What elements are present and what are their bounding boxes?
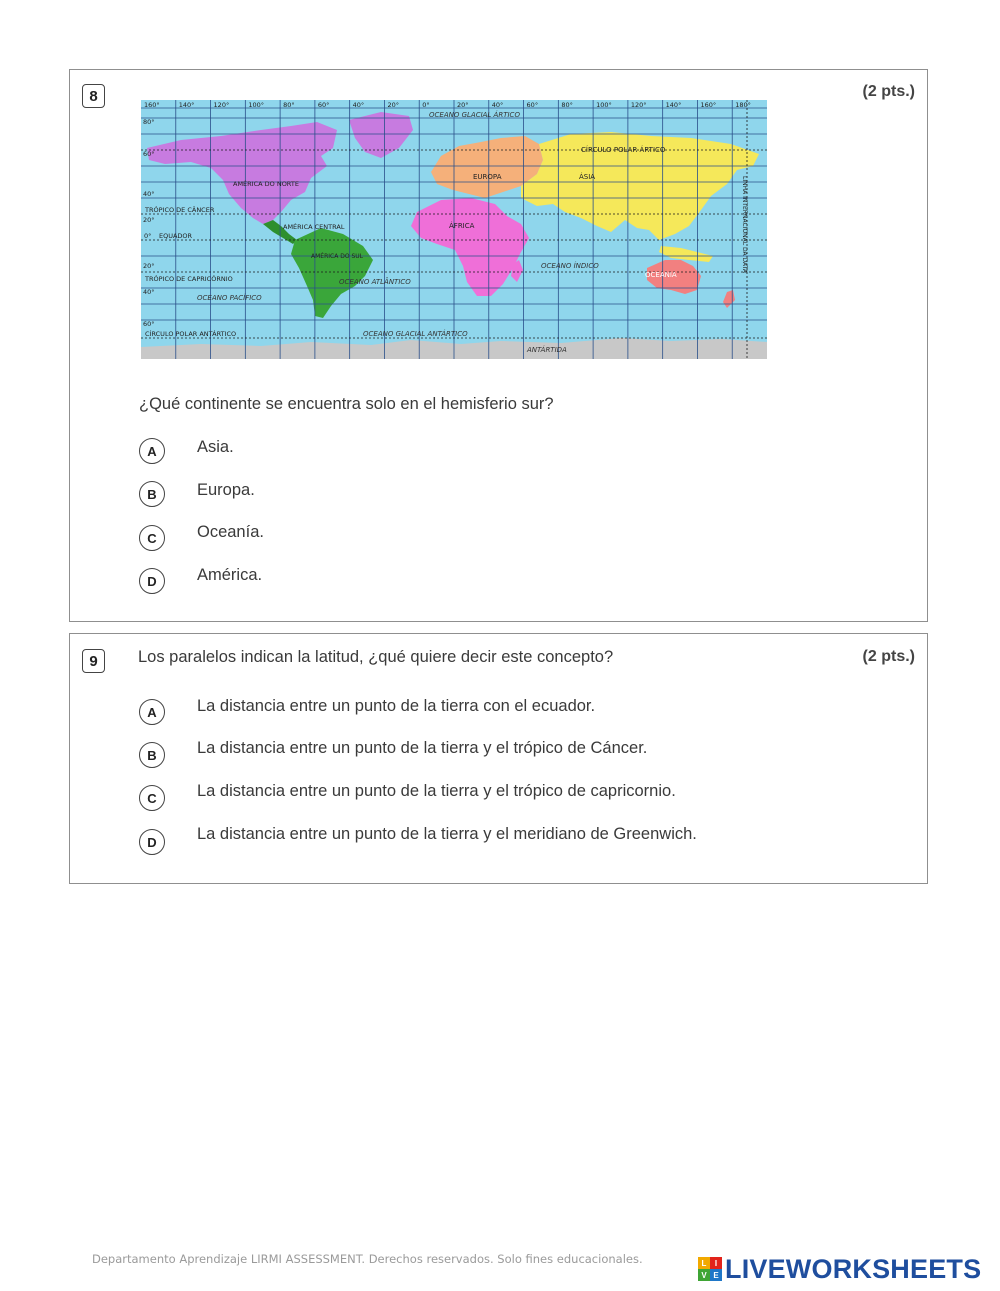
option-letter: A (139, 699, 165, 725)
option-text: La distancia entre un punto de la tierra y el meridiano de Greenwich. (197, 825, 697, 843)
latitude-tick-label: 60° (143, 320, 155, 328)
question-points: (2 pts.) (862, 83, 915, 100)
longitude-tick-label: 60° (526, 101, 539, 109)
longitude-tick-label: 0° (422, 101, 430, 109)
longitude-tick-label: 120° (213, 101, 230, 109)
question-number: 9 (82, 649, 105, 673)
option-text: Oceanía. (197, 523, 264, 541)
question-number: 8 (82, 84, 105, 108)
longitude-tick-label: 60° (317, 101, 330, 109)
icon-letter: E (710, 1269, 722, 1281)
longitude-tick-label: 100° (248, 101, 265, 109)
longitude-tick-label: 40° (352, 101, 365, 109)
longitude-tick-label: 140° (665, 101, 682, 109)
option-text: La distancia entre un punto de la tierra con el ecuador. (197, 697, 596, 715)
option-text: La distancia entre un punto de la tierra y el trópico de Cáncer. (197, 739, 648, 757)
label-antarctic-ocean: OCEANO GLACIAL ANTÁRTICO (363, 330, 468, 338)
option-letter: B (139, 742, 165, 768)
label-arctic-circle: CÍRCULO POLAR ÁRTICO (581, 146, 666, 154)
icon-letter: I (710, 1257, 722, 1269)
longitude-tick-label: 120° (630, 101, 647, 109)
label-antarctica: ANTÁRTIDA (527, 346, 567, 354)
world-map (141, 100, 767, 359)
option-letter: A (139, 438, 165, 464)
label-atlantic-ocean: OCEANO ATLÂNTICO (339, 278, 411, 286)
option-letter: B (139, 481, 165, 507)
label-central-america: AMÉRICA CENTRAL (283, 223, 345, 231)
label-tropic-cancer: TRÓPICO DE CÂNCER (145, 206, 215, 214)
label-asia: ÁSIA (579, 173, 596, 181)
brand-name: LIVEWORKSHEETS (725, 1253, 982, 1284)
latitude-tick-label: 80° (143, 118, 155, 126)
question-points: (2 pts.) (862, 648, 915, 665)
latitude-tick-label: 20° (143, 216, 155, 224)
label-south-america: AMÉRICA DO SUL (311, 253, 364, 260)
liveworksheets-logo[interactable] (698, 1253, 981, 1285)
longitude-tick-label: 20° (387, 101, 399, 109)
latitude-tick-label: 60° (143, 150, 155, 158)
option-letter: C (139, 525, 165, 551)
option-text: La distancia entre un punto de la tierra y el trópico de capricornio. (197, 782, 676, 800)
footer-copyright: Departamento Aprendizaje LIRMI ASSESSMENT. Derechos reservados. Solo fines educacionales. (92, 1252, 643, 1266)
longitude-tick-label: 180° (735, 101, 751, 109)
label-antarctic-circle: CÍRCULO POLAR ANTÁRTICO (145, 330, 237, 338)
label-indian-ocean: OCEANO ÍNDICO (541, 262, 599, 270)
liveworksheets-icon (698, 1257, 722, 1281)
longitude-tick-label: 140° (178, 101, 195, 109)
option-letter: C (139, 785, 165, 811)
label-north-america: AMÉRICA DO NORTE (233, 180, 299, 188)
label-equator: EQUADOR (159, 232, 193, 240)
label-africa: ÁFRICA (449, 222, 475, 230)
longitude-tick-label: 80° (561, 101, 573, 109)
option-text: América. (197, 566, 263, 584)
question-text: ¿Qué continente se encuentra solo en el hemisferio sur? (139, 395, 554, 413)
longitude-tick-label: 20° (457, 101, 469, 109)
icon-letter: V (698, 1269, 710, 1281)
latitude-tick-label: 40° (143, 190, 155, 198)
question-text: Los paralelos indican la latitud, ¿qué quiere decir este concepto? (138, 648, 614, 666)
option-letter: D (139, 568, 165, 594)
label-europe: EUROPA (473, 173, 502, 181)
longitude-tick-label: 100° (596, 101, 612, 109)
longitude-tick-label: 160° (700, 101, 717, 109)
option-letter: D (139, 829, 165, 855)
label-arctic-ocean: OCEANO GLACIAL ÁRTICO (429, 111, 520, 119)
label-tropic-capricorn: TRÓPICO DE CAPRICÓRNIO (145, 275, 233, 283)
longitude-tick-label: 80° (283, 101, 295, 109)
latitude-tick-label: 40° (143, 288, 155, 296)
longitude-tick-label: 160° (144, 101, 160, 109)
label-oceania: OCEANIA (645, 271, 677, 279)
question-8-card (69, 69, 928, 622)
option-text: Europa. (197, 481, 255, 499)
label-date-line: LINHA INTERNACIONAL DA DATA (741, 176, 748, 274)
question-9-card (69, 633, 928, 884)
label-equator-deg: 0° (144, 232, 152, 240)
label-pacific-ocean: OCEANO PACÍFICO (197, 294, 262, 302)
icon-letter: L (698, 1257, 710, 1269)
option-text: Asia. (197, 438, 234, 456)
longitude-tick-label: 40° (491, 101, 504, 109)
latitude-tick-label: 20° (143, 262, 155, 270)
